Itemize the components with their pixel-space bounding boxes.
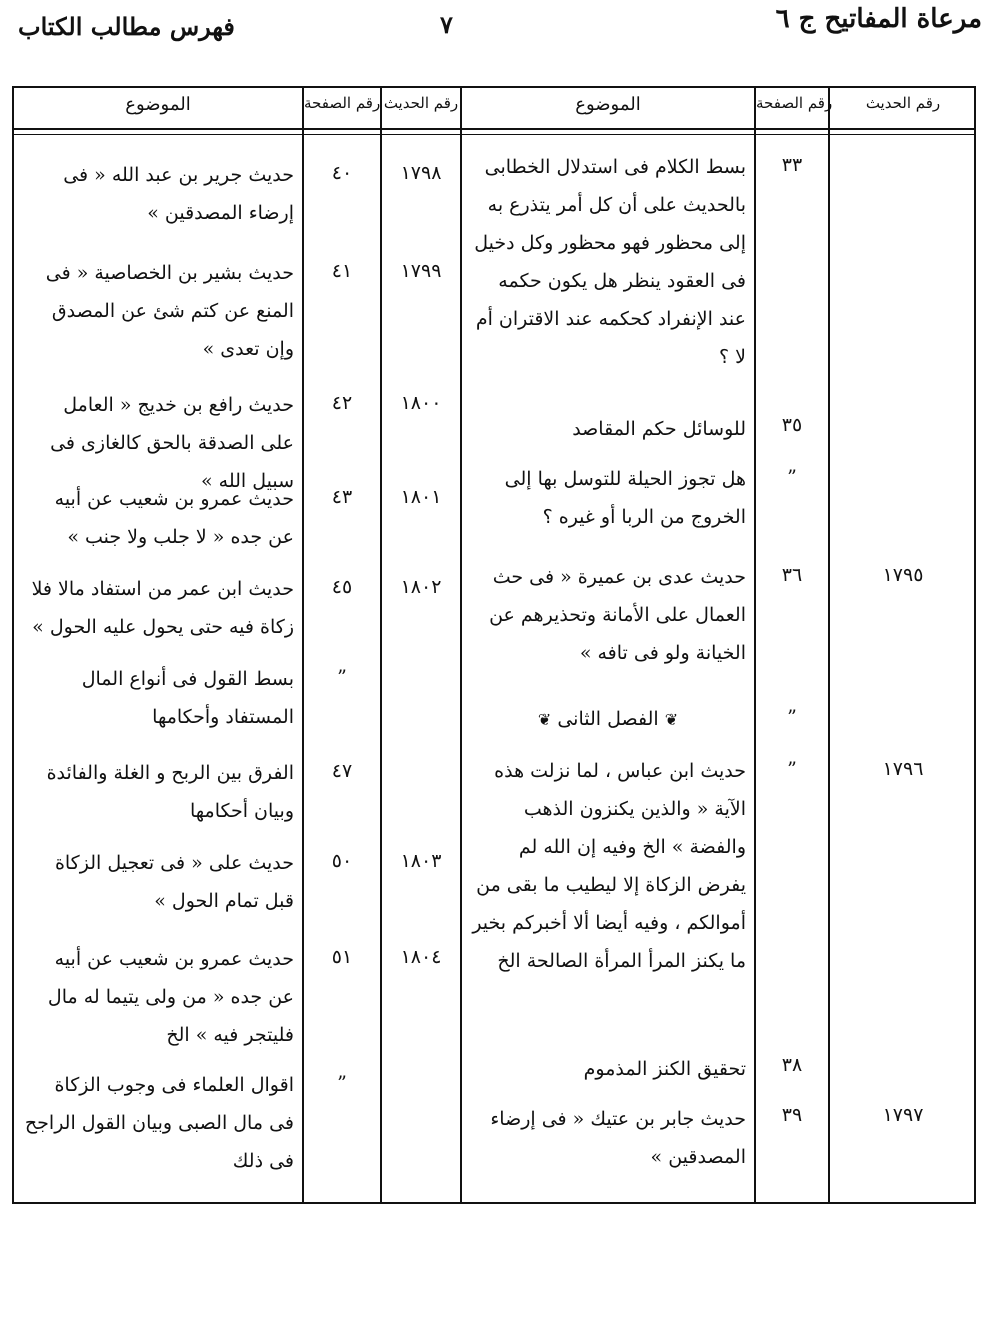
page-number: ٧	[440, 10, 453, 39]
entry-topic: حديث عمرو بن شعيب عن أبيه عن جده « لا جلب ولا جنب »	[54, 488, 294, 548]
entry-page: ٣٥	[781, 414, 803, 436]
entry-hadith: ١٨٠٠	[400, 392, 442, 414]
entry-topic: حديث جرير بن عبد الله « فى إرضاء المصدقين »	[63, 164, 294, 224]
entry-page: ”	[787, 466, 797, 488]
entry-page: ٤٣	[331, 486, 353, 508]
entry-page: ٤٠	[331, 162, 353, 184]
entry-hadith: ١٨٠٤	[400, 946, 442, 968]
entry-topic: تحقيق الكنز المذموم	[583, 1058, 746, 1080]
entry-topic: حديث جابر بن عتيك « فى إرضاء المصدقين »	[490, 1108, 746, 1168]
entry-page: ٣٦	[781, 564, 803, 586]
entry-page: ”	[337, 666, 347, 688]
entry-hadith: ١٧٩٧	[882, 1104, 924, 1126]
entry-page: ٥١	[331, 946, 353, 968]
entry-page: ”	[787, 706, 797, 728]
entry-page: ٣٨	[781, 1054, 803, 1076]
header-hadith-no-left: رقم الحديث	[383, 94, 459, 112]
header-rule	[14, 128, 974, 130]
running-header	[0, 4, 994, 44]
entry-topic: حديث بشير بن الخصاصية « فى المنع عن كتم شئ عن المصدق وإن تعدى »	[45, 262, 294, 360]
column-rule	[460, 88, 462, 1202]
header-rule	[14, 134, 974, 135]
header-page-no-right: رقم الصفحة	[756, 94, 833, 112]
entry-hadith: ١٧٩٨	[400, 162, 442, 184]
entry-hadith: ١٨٠٣	[400, 850, 442, 872]
ornament-icon: ❦	[537, 710, 552, 729]
entry-page: ٤٥	[331, 576, 353, 598]
entry-topic: بسط القول فى أنواع المال المستفاد وأحكامها	[81, 668, 294, 728]
entry-page: ٤٢	[331, 392, 353, 414]
index-table	[12, 86, 976, 1204]
entry-hadith: ١٨٠١	[400, 486, 442, 508]
entry-topic: حديث على « فى تعجيل الزكاة قبل تمام الحول »	[54, 852, 294, 912]
section-heading-text: الفصل الثانى	[557, 708, 659, 730]
entry-page: ٣٩	[781, 1104, 803, 1126]
entry-topic: للوسائل حكم المقاصد	[572, 418, 746, 440]
column-rule	[754, 88, 756, 1202]
entry-page: ٤٧	[331, 760, 353, 782]
entry-topic: اقوال العلماء فى وجوب الزكاة فى مال الصبى وبيان القول الراجح فى ذلك	[24, 1074, 294, 1172]
entry-topic: حديث ابن عباس ، لما نزلت هذه الآية « والذين يكنزون الذهب والفضة » الخ وفيه إن الله لم يفرض الزكاة إلا ليطيب ما بقى من أموالكم ، وفيه أيضا ألا أخبركم بخير ما يكنز المرأ المرأة الصالحة الخ	[472, 760, 746, 972]
entry-hadith: ١٧٩٥	[882, 564, 924, 586]
header-page-no-left: رقم الصفحة	[304, 94, 381, 112]
entry-page: ٤١	[331, 260, 353, 282]
ornament-icon: ❦	[664, 710, 679, 729]
entry-hadith: ١٨٠٢	[400, 576, 442, 598]
column-rule	[380, 88, 382, 1202]
entry-topic: الفرق بين الربح و الغلة والفائدة وبيان أحكامها	[46, 762, 294, 822]
entry-page: ٥٠	[331, 850, 353, 872]
column-rule	[302, 88, 304, 1202]
entry-topic: حديث رافع بن خديج « العامل على الصدقة بالحق كالغازى فى سبيل الله »	[50, 394, 294, 492]
entry-topic: بسط الكلام فى استدلال الخطابى بالحديث على أن كل أمر يتذرع به إلى محظور فهو محظور وكل دخيل فى العقود ينظر هل يكون حكمه عند الإنفراد كحكمه عند الاقتران أم لا ؟	[474, 156, 746, 368]
book-title: مرعاة المفاتيح ج ٦	[775, 4, 982, 34]
section-heading-line	[470, 700, 746, 739]
entry-page: ”	[337, 1072, 347, 1094]
header-topic-right: الموضوع	[575, 94, 641, 115]
entry-topic: حديث عدى بن عميرة « فى حث العمال على الأمانة وتحذيرهم عن الخيانة ولو فى تافه »	[489, 566, 746, 664]
entry-page: ٣٣	[781, 154, 803, 176]
entry-topic: هل تجوز الحيلة للتوسل بها إلى الخروج من الربا أو غيره ؟	[504, 468, 746, 528]
entry-hadith: ١٧٩٦	[882, 758, 924, 780]
entry-topic: حديث ابن عمر من استفاد مالا فلا زكاة فيه حتى يحول عليه الحول »	[31, 578, 294, 638]
header-hadith-no-right: رقم الحديث	[865, 94, 941, 112]
section-title: فهرس مطالب الكتاب	[18, 12, 235, 41]
entry-hadith: ١٧٩٩	[400, 260, 442, 282]
entry-topic: حديث عمرو بن شعيب عن أبيه عن جده « من ولى يتيما له مال فليتجر فيه » الخ	[47, 948, 294, 1046]
entry-page: ”	[787, 758, 797, 780]
header-topic-left: الموضوع	[125, 94, 191, 115]
column-rule	[828, 88, 830, 1202]
